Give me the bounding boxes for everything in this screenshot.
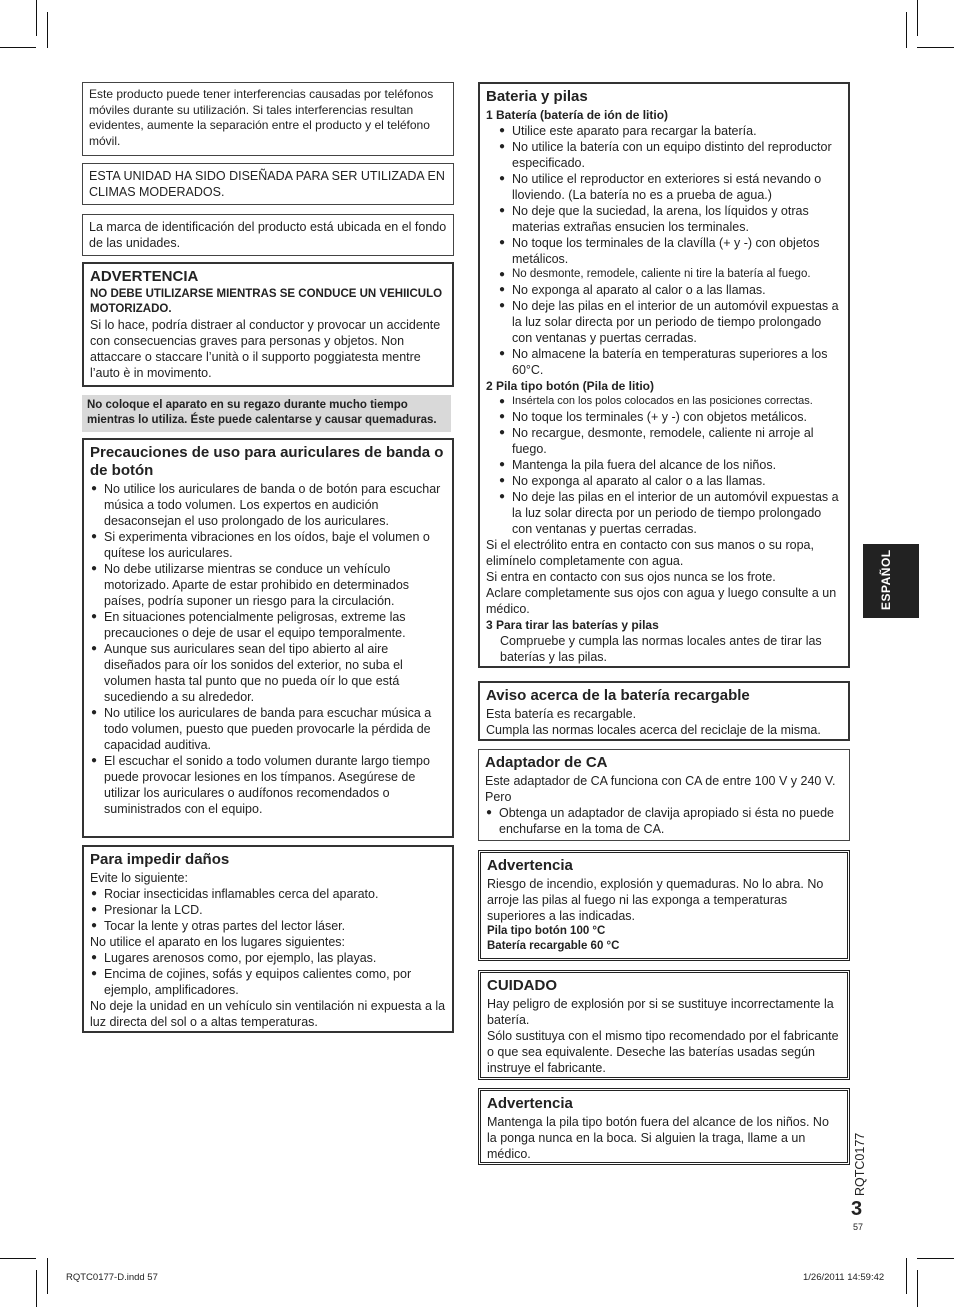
crop-mark	[0, 1258, 36, 1259]
list-item: ● Encima de cojines, sofás y equipos calientes como, por ejemplo, amplificadores.	[90, 966, 446, 998]
crop-mark	[906, 12, 907, 48]
danos-intro: Evite lo siguiente:	[90, 871, 188, 885]
list-item: ● No toque los terminales (+ y -) con objetos metálicos.	[498, 409, 842, 425]
bateria-s1-list	[486, 123, 842, 378]
aviso-title: Aviso acerca de la batería recargable	[486, 687, 750, 704]
lap-warning-text: No coloque el aparato en su regazo durante mucho tiempo mientras lo utiliza. Éste puede calentarse y causar quemaduras.	[87, 399, 437, 426]
advertencia-pila-text: Mantenga la pila tipo botón fuera del alcance de los niños. No la ponga nunca en la boca. Si alguien la traga, llame a un médico.	[487, 1115, 829, 1161]
bateria-s2-list	[486, 394, 842, 537]
cuidado-p1: Hay peligro de explosión por si se sustituye incorrectamente la batería.	[487, 997, 834, 1027]
crop-mark	[0, 47, 36, 48]
adaptador-list	[485, 805, 843, 837]
adaptador-box	[478, 749, 850, 841]
id-mark-notice	[82, 214, 454, 256]
crop-mark	[36, 1270, 37, 1307]
bateria-box	[478, 82, 850, 668]
adaptador-title: Adaptador de CA	[485, 754, 608, 771]
list-item: ● No deje las pilas en el interior de un automóvil expuestas a la luz solar directa por un periodo de tiempo prolongado con ventanas y puertas cerradas.	[498, 298, 842, 346]
list-item: ● No deje que la suciedad, la arena, los líquidos y otras materias extrañas ensucien los terminales.	[498, 203, 842, 235]
interference-text: Este producto puede tener interferencias causadas por teléfonos móviles durante su utilización. Si tales interferencias resultan evidentes, aumente la separación entre el producto y el teléfono móvil.	[89, 87, 434, 148]
aviso-box	[478, 681, 850, 741]
crop-mark	[906, 1258, 907, 1294]
crop-mark	[917, 1270, 918, 1307]
bateria-p3: Aclare completamente sus ojos con agua y luego consulte a un médico.	[486, 586, 837, 616]
bateria-s3-title: 3 Para tirar las baterías y pilas	[486, 618, 659, 632]
list-item: ● No desmonte, remodele, caliente ni tire la batería al fuego.	[498, 267, 842, 282]
advertencia-fuego-b1: Pila tipo botón 100 °C	[487, 925, 606, 937]
list-item: ● Presionar la LCD.	[90, 902, 446, 918]
advertencia-fuego-box	[478, 850, 850, 961]
precauciones-title: Precauciones de uso para auriculares de banda o de botón	[90, 444, 444, 479]
list-item: ● No utilice el reproductor en exteriores si está nevando o lloviendo. (La batería no es a prueba de agua.)	[498, 171, 842, 203]
crop-mark	[47, 12, 48, 48]
advertencia-pila-box	[478, 1088, 850, 1165]
advertencia-box	[82, 262, 454, 387]
advertencia-bold: NO DEBE UTILIZARSE MIENTRAS SE CONDUCE UN VEHIICULO MOTORIZADO.	[90, 288, 443, 315]
list-item: ● Aunque sus auriculares sean del tipo abierto al aire diseñados para oír los sonidos del exterior, no suba el volumen hasta tal punto que no pueda oír lo que está sucediendo a su alrededor.	[90, 641, 446, 705]
language-tab	[863, 544, 919, 618]
crop-mark	[917, 1258, 954, 1259]
list-item: ● Si experimenta vibraciones en los oídos, baje el volumen o quítese los auriculares.	[90, 529, 446, 561]
list-item: ● No utilice los auriculares de banda para escuchar música a todo volumen, puesto que pueden provocarle la pérdida de capacidad auditiva.	[90, 705, 446, 753]
list-item: ● Rociar insecticidas inflamables cerca del aparato.	[90, 886, 446, 902]
advertencia-title: ADVERTENCIA	[90, 268, 199, 285]
list-item: ● Utilice este aparato para recargar la batería.	[498, 123, 842, 139]
id-mark-text: La marca de identificación del producto está ubicada en el fondo de las unidades.	[89, 220, 447, 250]
bateria-s1-title: 1 Batería (batería de ión de litio)	[486, 108, 669, 122]
list-item: ● No debe utilizarse mientras se conduce un vehículo motorizado. Aparte de estar prohibido en determinados países, podría suponer un riesgo para la circulación.	[90, 561, 446, 609]
climate-notice	[82, 163, 454, 205]
advertencia-fuego-title: Advertencia	[487, 857, 573, 874]
crop-mark	[47, 1258, 48, 1294]
list-item: ● Lugares arenosos como, por ejemplo, las playas.	[90, 950, 446, 966]
page-number: 3	[851, 1198, 863, 1220]
danos-list-1	[90, 886, 446, 934]
adaptador-text: Este adaptador de CA funciona con CA de entre 100 V y 240 V. Pero	[485, 774, 836, 804]
bateria-p2: Si entra en contacto con sus ojos nunca se los frote.	[486, 570, 776, 584]
advertencia-fuego-b2: Batería recargable 60 °C	[487, 940, 620, 952]
bateria-p1: Si el electrólito entra en contacto con sus manos o su ropa, elimínelo completamente con agua.	[486, 538, 814, 568]
danos-list-2	[90, 950, 446, 998]
cuidado-p2: Sólo sustituya con el mismo tipo recomendado por el fabricante o que sea equivalente. Deseche las baterías usadas según instruye el fabricante.	[487, 1029, 839, 1075]
bateria-s2-title: 2 Pila tipo botón (Pila de litio)	[486, 379, 654, 393]
advertencia-pila-title: Advertencia	[487, 1095, 573, 1112]
list-item: ● En situaciones potencialmente peligrosas, extreme las precauciones o deje de usar el equipo temporalmente.	[90, 609, 446, 641]
list-item: ● Mantenga la pila fuera del alcance de los niños.	[498, 457, 842, 473]
page-number-small: 57	[853, 1222, 864, 1232]
list-item: ● Tocar la lente y otras partes del lector láser.	[90, 918, 446, 934]
crop-mark	[917, 47, 954, 48]
list-item: ● No toque los terminales de la clavílla (+ y -) con objetos metálicos.	[498, 235, 842, 267]
list-item: ● No deje las pilas en el interior de un automóvil expuestas a la luz solar directa por un periodo de tiempo prolongado con ventanas y puertas cerradas.	[498, 489, 842, 537]
list-item: ● No exponga al aparato al calor o a las llamas.	[498, 282, 842, 298]
interference-notice	[82, 82, 454, 156]
list-item: ● El escuchar el sonido a todo volumen durante largo tiempo puede provocar lesiones en los tímpanos. Asegúrese de utilizar los auriculares o audífonos recomendados o suministrados con el equipo.	[90, 753, 446, 817]
bateria-s3-text: Compruebe y cumpla las normas locales antes de tirar las baterías y las pilas.	[500, 634, 822, 664]
lap-warning	[82, 395, 451, 432]
footer-date: 1/26/2011 14:59:42	[803, 1272, 885, 1283]
precauciones-list	[90, 481, 446, 817]
climate-text: ESTA UNIDAD HA SIDO DISEÑADA PARA SER UTILIZADA EN CLIMAS MODERADOS.	[89, 169, 445, 199]
list-item: ● Obtenga un adaptador de clavija apropiado si ésta no puede enchufarse en la toma de CA.	[485, 805, 843, 837]
precauciones-box	[82, 438, 454, 838]
danos-box	[82, 845, 454, 1033]
danos-title: Para impedir daños	[90, 851, 230, 868]
list-item: ● No recargue, desmonte, remodele, caliente ni arroje al fuego.	[498, 425, 842, 457]
danos-outro: No deje la unidad en un vehículo sin ventilación ni expuesta a la luz directa del sol o a altas temperaturas.	[90, 999, 446, 1029]
crop-mark	[917, 0, 918, 36]
crop-mark	[36, 0, 37, 36]
list-item: ● Insértela con los polos colocados en las posiciones correctas.	[498, 394, 842, 409]
doc-code: RQTC0177	[853, 1132, 867, 1196]
cuidado-box	[478, 970, 850, 1080]
aviso-line2: Cumpla las normas locales acerca del reciclaje de la misma.	[486, 723, 821, 737]
list-item: ● No almacene la batería en temperaturas superiores a los 60°C.	[498, 346, 842, 378]
cuidado-title: CUIDADO	[487, 977, 557, 994]
advertencia-fuego-text: Riesgo de incendio, explosión y quemaduras. No lo abra. No arroje las pilas al fuego ni las exponga a temperaturas superiores a las indicadas.	[487, 877, 824, 923]
list-item: ● No utilice la batería con un equipo distinto del reproductor especificado.	[498, 139, 842, 171]
aviso-line1: Esta batería es recargable.	[486, 707, 637, 721]
list-item: ● No utilice los auriculares de banda o de botón para escuchar música a todo volumen. Los expertos en audición desaconsejan el uso prolongado de los auriculares.	[90, 481, 446, 529]
danos-mid: No utilice el aparato en los lugares siguientes:	[90, 935, 346, 949]
bateria-title: Bateria y pilas	[486, 88, 588, 105]
language-tab-label: ESPAÑOL	[879, 549, 893, 610]
list-item: ● No exponga al aparato al calor o a las llamas.	[498, 473, 842, 489]
footer-file: RQTC0177-D.indd 57	[66, 1272, 158, 1283]
advertencia-text: Si lo hace, podría distraer al conductor y provocar un accidente con consecuencias graves para personas y objetos. Non attaccare o staccare l’unità o il supporto poggiatesta mentre l’auto è in movimento.	[90, 318, 441, 380]
